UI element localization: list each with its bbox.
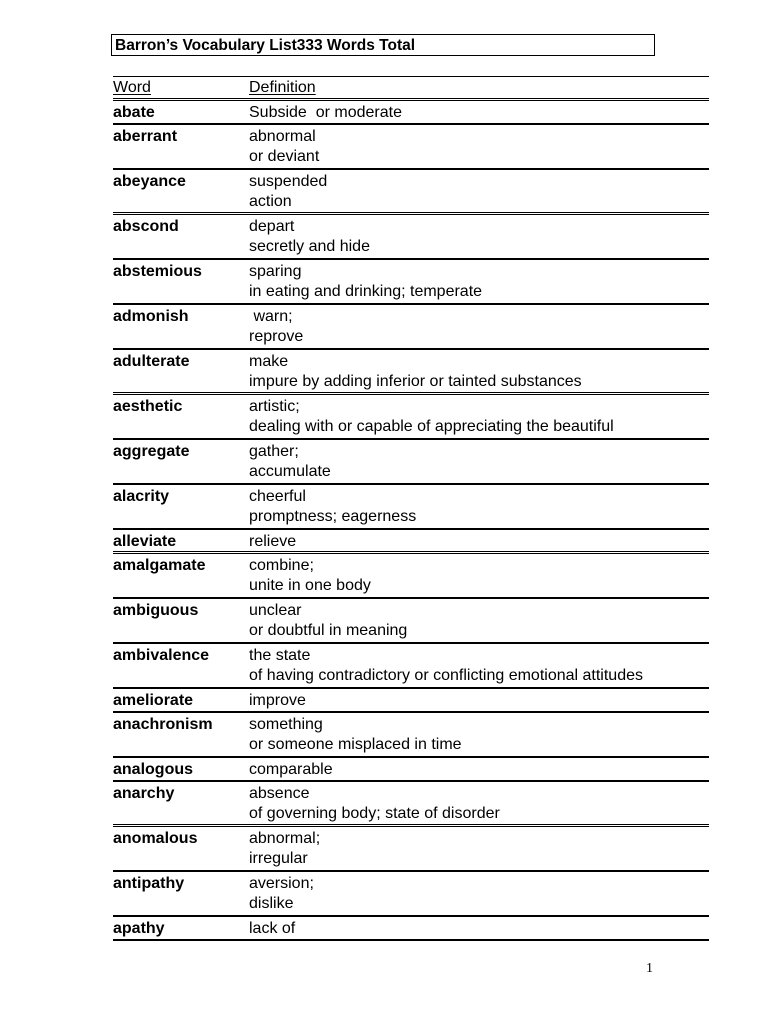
definition-line: combine; xyxy=(249,557,314,574)
definition-line: suspended xyxy=(249,173,328,190)
word-cell: antipathy xyxy=(113,875,185,892)
definition-line: action xyxy=(249,193,292,210)
word-cell: aggregate xyxy=(113,443,190,460)
table-row xyxy=(113,215,709,260)
table-row xyxy=(113,125,709,170)
table-row xyxy=(113,758,709,782)
vocabulary-table xyxy=(113,76,709,941)
table-row xyxy=(113,782,709,827)
definition-cell xyxy=(249,101,709,123)
word-cell: ambiguous xyxy=(113,602,199,619)
definition-line: warn; xyxy=(249,308,293,325)
definition-line: gather; xyxy=(249,443,299,460)
word-cell: ambivalence xyxy=(113,647,210,664)
word-column-header: Word xyxy=(113,79,151,96)
definition-line: absence xyxy=(249,785,310,802)
table-row xyxy=(113,554,709,599)
definition-line: cheerful xyxy=(249,488,306,505)
definition-line: of governing body; state of disorder xyxy=(249,805,500,822)
table-row xyxy=(113,305,709,350)
definition-cell xyxy=(249,689,709,711)
definition-cell xyxy=(249,872,709,914)
word-cell: abeyance xyxy=(113,173,186,190)
definition-line: relieve xyxy=(249,533,297,550)
definition-cell xyxy=(249,758,709,780)
definition-line: abnormal; xyxy=(249,830,321,847)
word-cell: alleviate xyxy=(113,533,177,550)
definition-line: reprove xyxy=(249,328,304,345)
definition-cell xyxy=(249,395,709,437)
definition-line: comparable xyxy=(249,761,333,778)
table-row xyxy=(113,599,709,644)
word-cell: abate xyxy=(113,104,155,121)
definition-cell xyxy=(249,917,709,939)
definition-cell xyxy=(249,827,709,869)
word-cell: abstemious xyxy=(113,263,202,280)
definition-line: or someone misplaced in time xyxy=(249,736,462,753)
definition-line: in eating and drinking; temperate xyxy=(249,283,483,300)
definition-cell xyxy=(249,782,709,824)
table-row xyxy=(113,485,709,530)
word-cell: ameliorate xyxy=(113,692,194,709)
definition-cell xyxy=(249,125,709,167)
definition-column-header: Definition xyxy=(249,79,316,96)
definition-cell xyxy=(249,554,709,596)
word-cell: amalgamate xyxy=(113,557,206,574)
definition-line: abnormal xyxy=(249,128,316,145)
page-number: 1 xyxy=(646,961,653,976)
definition-line: secretly and hide xyxy=(249,238,370,255)
word-cell: alacrity xyxy=(113,488,170,505)
definition-line: impure by adding inferior or tainted substances xyxy=(249,373,582,390)
word-cell: apathy xyxy=(113,920,165,937)
definition-line: lack of xyxy=(249,920,296,937)
definition-line: unclear xyxy=(249,602,302,619)
definition-cell xyxy=(249,350,709,392)
definition-line: something xyxy=(249,716,323,733)
word-cell: aesthetic xyxy=(113,398,183,415)
definition-line: irregular xyxy=(249,850,308,867)
table-row xyxy=(113,260,709,305)
word-cell: anarchy xyxy=(113,785,175,802)
table-row xyxy=(113,350,709,395)
definition-line: or deviant xyxy=(249,148,320,165)
document-title: Barron’s Vocabulary List333 Words Total xyxy=(111,34,655,56)
definition-line: improve xyxy=(249,692,306,709)
table-row xyxy=(113,395,709,440)
definition-line: or doubtful in meaning xyxy=(249,622,408,639)
definition-line: promptness; eagerness xyxy=(249,508,417,525)
definition-line: make xyxy=(249,353,289,370)
table-row xyxy=(113,644,709,689)
word-cell: analogous xyxy=(113,761,194,778)
word-cell: anachronism xyxy=(113,716,213,733)
definition-line: of having contradictory or conflicting emotional attitudes xyxy=(249,667,643,684)
word-cell: admonish xyxy=(113,308,189,325)
definition-cell xyxy=(249,644,709,686)
definition-line: sparing xyxy=(249,263,302,280)
definition-line: dealing with or capable of appreciating the beautiful xyxy=(249,418,614,435)
definition-cell xyxy=(249,440,709,482)
table-row xyxy=(113,170,709,215)
definition-line: depart xyxy=(249,218,295,235)
definition-line: the state xyxy=(249,647,311,664)
definition-cell xyxy=(249,713,709,755)
definition-line: artistic; xyxy=(249,398,300,415)
table-row xyxy=(113,872,709,917)
word-cell: aberrant xyxy=(113,128,178,145)
table-row xyxy=(113,689,709,713)
table-row xyxy=(113,101,709,125)
table-row xyxy=(113,530,709,554)
definition-line: accumulate xyxy=(249,463,331,480)
word-cell: abscond xyxy=(113,218,179,235)
definition-cell xyxy=(249,215,709,257)
definition-cell xyxy=(249,305,709,347)
definition-cell xyxy=(249,599,709,641)
word-cell: adulterate xyxy=(113,353,190,370)
definition-cell xyxy=(249,485,709,527)
definition-line: dislike xyxy=(249,895,294,912)
table-row xyxy=(113,440,709,485)
definition-cell xyxy=(249,170,709,212)
definition-line: unite in one body xyxy=(249,577,371,594)
table-row xyxy=(113,713,709,758)
table-row xyxy=(113,917,709,941)
word-cell: anomalous xyxy=(113,830,198,847)
definition-cell xyxy=(249,530,709,552)
table-row xyxy=(113,827,709,872)
definition-line: Subside or moderate xyxy=(249,104,402,121)
table-header xyxy=(113,76,709,101)
definition-line: aversion; xyxy=(249,875,314,892)
definition-cell xyxy=(249,260,709,302)
